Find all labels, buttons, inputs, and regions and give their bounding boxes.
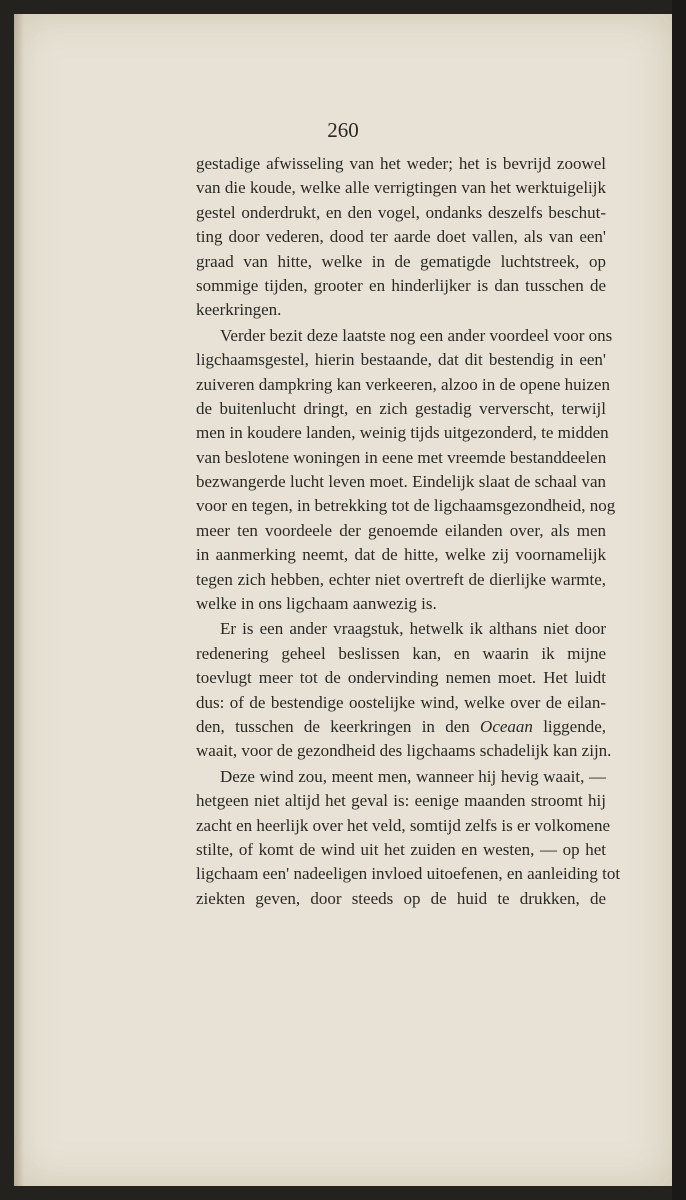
text-line: Er is een ander vraagstuk, hetwelk ik althans niet door [220, 619, 606, 639]
text-line: bezwangerde lucht leven moet. Eindelijk slaat de schaal van [196, 472, 606, 492]
text-line: sommige tijden, grooter en hinderlijker is dan tusschen de [196, 275, 606, 295]
text-line: gestel onderdrukt, en den vogel, ondanks deszelfs beschut- [196, 202, 606, 222]
text-line: men in koudere landen, weinig tijds uitgezonderd, te midden [196, 423, 609, 443]
text-line: ziekten geven, door steeds op de huid te drukken, de [196, 888, 606, 908]
text-line: zacht en heerlijk over het veld, somtijd zelfs is er volkomene [196, 815, 611, 835]
text-line: voor en tegen, in betrekking tot de ligchaamsgezondheid, nog [196, 496, 616, 516]
scan-edge-strip [672, 0, 686, 1200]
text-line: toevlugt meer tot de ondervinding nemen moet. Het luidt [196, 668, 606, 688]
text-line: graad van hitte, welke in de gematigde luchtstreek, op [196, 251, 606, 271]
text-line: zuiveren dampkring kan verkeeren, alzoo in de opene huizen [196, 374, 610, 394]
text-line: meer ten voordeele der genoemde eilanden over, als men [196, 520, 606, 540]
text-line: welke in ons ligchaam aanwezig is. [196, 594, 437, 614]
text-line: Deze wind zou, meent men, wanneer hij hevig waait, — [220, 766, 606, 786]
text-line: in aanmerking neemt, dat de hitte, welke zij voornamelijk [196, 545, 606, 565]
text-line: Verder bezit deze laatste nog een ander voordeel voor ons [220, 325, 613, 345]
text-line: ligchaam een' nadeeligen invloed uitoefenen, en aanleiding tot [196, 864, 621, 884]
text-line: de buitenlucht dringt, en zich gestadig ververscht, terwijl [196, 398, 606, 418]
text-line: ting door vederen, dood ter aarde doet vallen, als van een' [196, 227, 606, 247]
italic-word: Oceaan [480, 716, 533, 736]
text-line: van die koude, welke alle verrigtingen van het werktuigelijk [196, 178, 606, 198]
text-line: redenering geheel beslissen kan, en waarin ik mijne [196, 643, 606, 663]
text-line: hetgeen niet altijd het geval is: eenige maanden stroomt hij [196, 791, 606, 811]
body-text [196, 152, 621, 911]
text-line: den, tusschen de keerkringen in den Oceaan liggende, [196, 716, 606, 736]
text-line: dus: of de bestendige oostelijke wind, welke over de eilan- [196, 692, 606, 712]
text-line: van beslotene woningen in eene met vreemde bestanddeelen [196, 447, 607, 467]
text-line: waait, voor de gezondheid des ligchaams schadelijk kan zijn. [196, 741, 612, 761]
text-line: keerkringen. [196, 300, 282, 320]
page-number: 260 [327, 118, 359, 142]
text-line: ligchaamsgestel, hierin bestaande, dat dit bestendig in een' [196, 350, 606, 370]
text-line: stilte, of komt de wind uit het zuiden en westen, — op het [196, 839, 606, 859]
text-line: tegen zich hebben, echter niet overtreft de dierlijke warmte, [196, 569, 606, 589]
text-line: gestadige afwisseling van het weder; het is bevrijd zoowel [196, 154, 606, 173]
